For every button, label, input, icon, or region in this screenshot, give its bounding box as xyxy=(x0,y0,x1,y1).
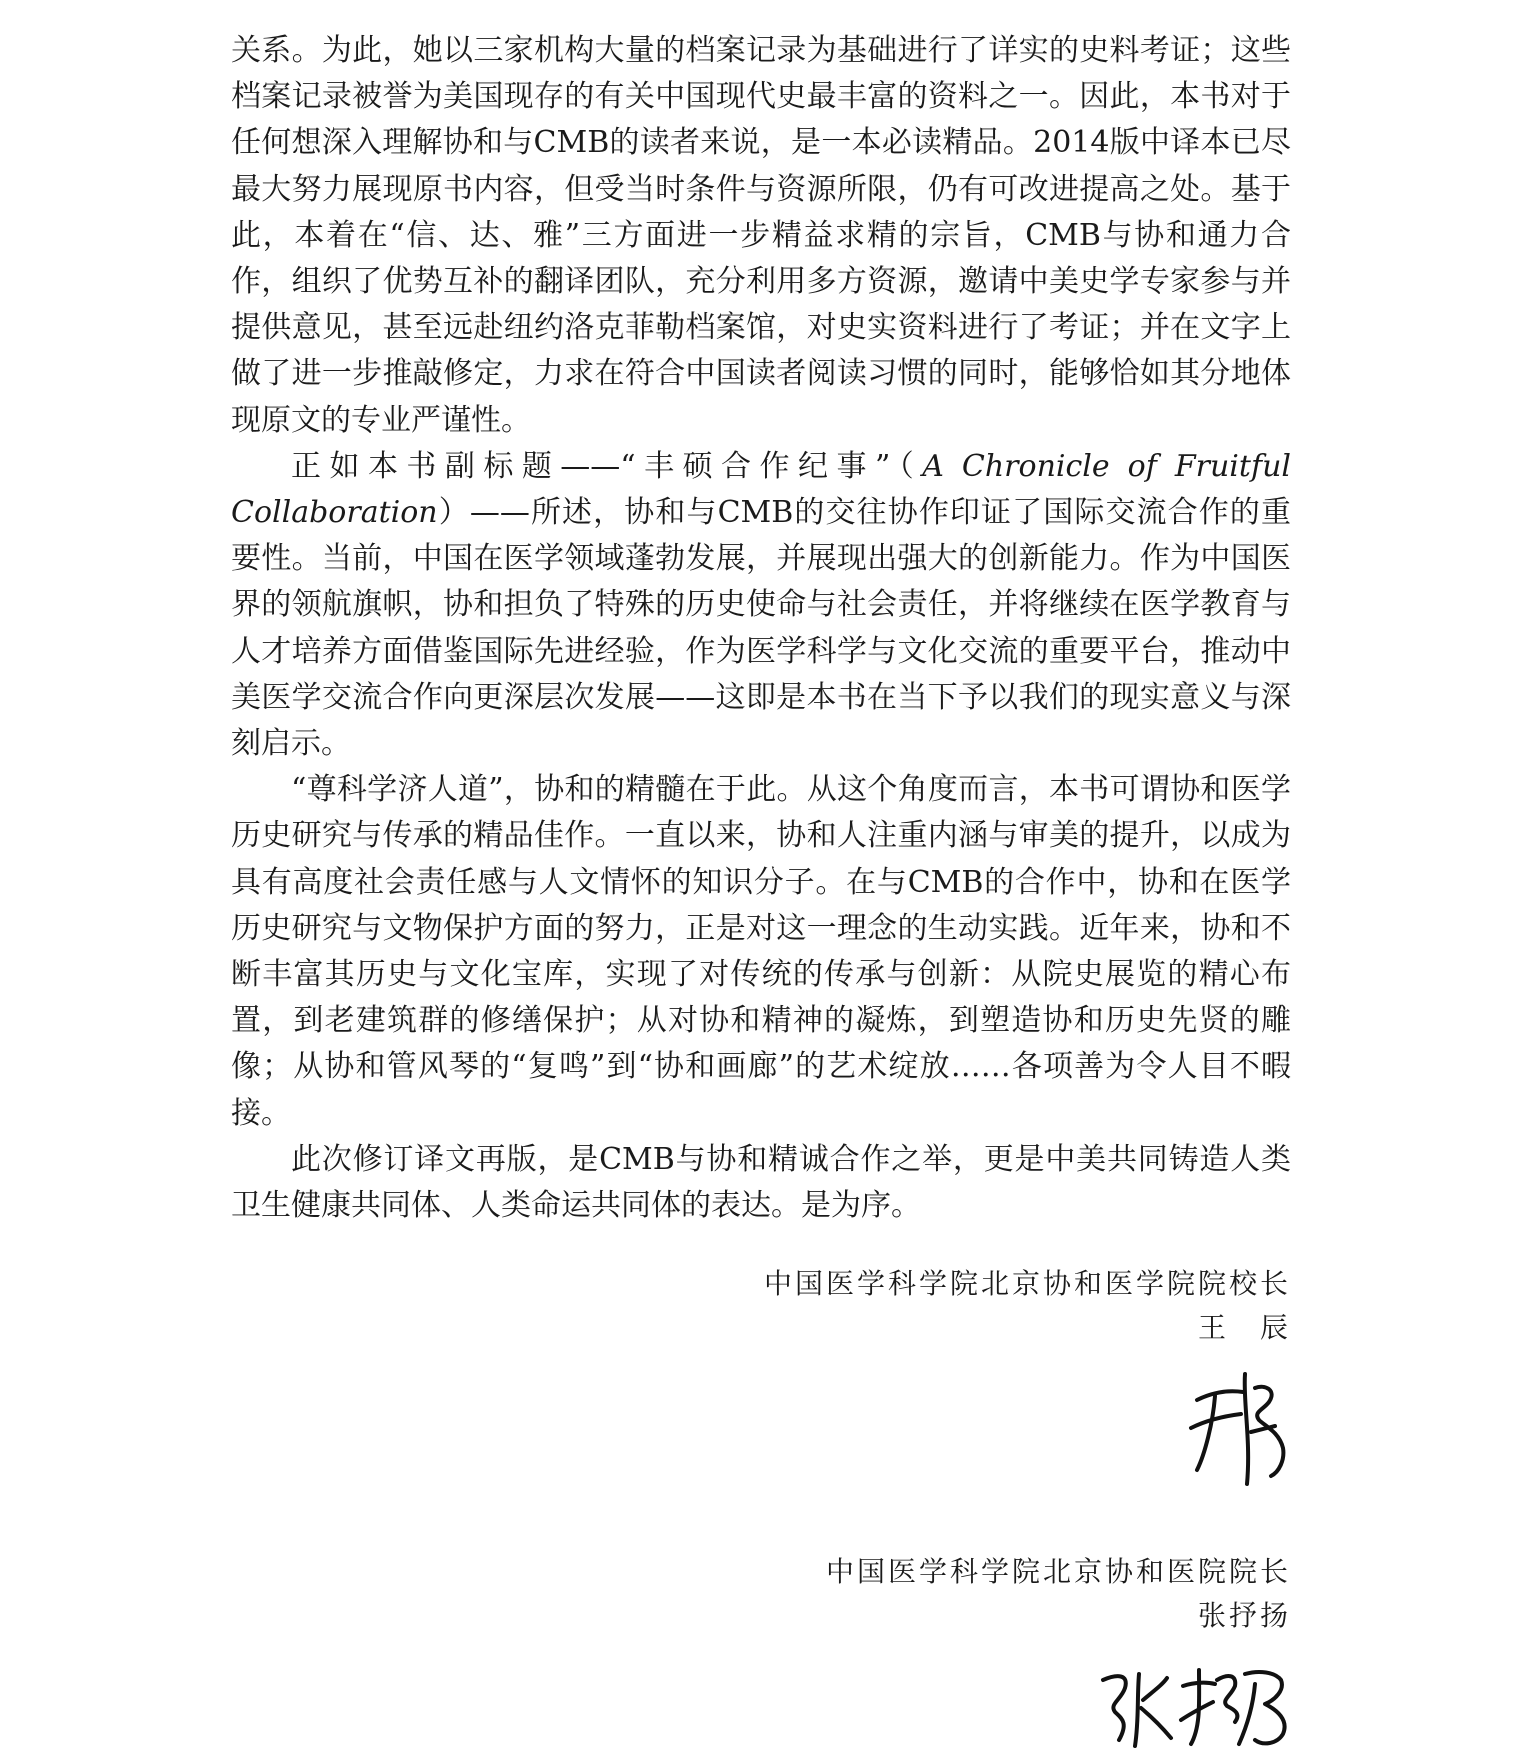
signature-1-handwriting xyxy=(1185,1362,1295,1492)
paragraph-2 xyxy=(231,444,1291,767)
paragraph-2-rest: ）——所述，协和与CMB的交往协作印证了国际交流合作的重要性。当前，中国在医学领域蓬勃发展，并展现出强大的创新能力。作为中国医界的领航旗帜，协和担负了特殊的历史使命与社会责任，并将继续在医学教育与人才培养方面借鉴国际先进经验，作为医学科学与文化交流的重要平台，推动中美医学交流合作向更深层次发展——这即是本书在当下予以我们的现实意义与深刻启示。 xyxy=(231,495,1291,762)
paragraph-3: “尊科学济人道”，协和的精髓在于此。从这个角度而言，本书可谓协和医学历史研究与传承的精品佳作。一直以来，协和人注重内涵与审美的提升，以成为具有高度社会责任感与人文情怀的知识分子。在与CMB的合作中，协和在医学历史研究与文物保护方面的努力，正是对这一理念的生动实践。近年来，协和不断丰富其历史与文化宝库，实现了对传统的传承与创新：从院史展览的精心布置，到老建筑群的修缮保护；从对协和精神的凝炼，到塑造协和历史先贤的雕像；从协和管风琴的“复鸣”到“协和画廊”的艺术绽放……各项善为令人目不暇接。 xyxy=(231,772,1291,1131)
signatory-1-name: 王 辰 xyxy=(1197,1311,1291,1344)
paragraph-4: 此次修订译文再版，是CMB与协和精诚合作之举，更是中美共同铸造人类卫生健康共同体、人类命运共同体的表达。是为序。 xyxy=(231,1141,1291,1224)
signature-block-2 xyxy=(826,1550,1291,1638)
signatory-1-title: 中国医学科学院北京协和医学院院校长 xyxy=(763,1267,1291,1300)
signature-2-handwriting xyxy=(1095,1660,1295,1750)
signatory-2-name: 张抒扬 xyxy=(1197,1599,1291,1632)
signature-block-1 xyxy=(764,1262,1291,1350)
paragraph-2-lead: 正如本书副标题——“丰硕合作纪事”（ xyxy=(291,448,923,484)
preface-body xyxy=(231,28,1291,1229)
preface-page xyxy=(231,28,1291,1229)
english-subtitle: A Chronicle of Fruitful Collaboration xyxy=(231,448,1291,531)
paragraph-1: 关系。为此，她以三家机构大量的档案记录为基础进行了详实的史料考证；这些档案记录被誉为美国现存的有关中国现代史最丰富的资料之一。因此，本书对于任何想深入理解协和与CMB的读者来说，是一本必读精品。2014版中译本已尽最大努力展现原书内容，但受当时条件与资源所限，仍有可改进提高之处。基于此，本着在“信、达、雅”三方面进一步精益求精的宗旨，CMB与协和通力合作，组织了优势互补的翻译团队，充分利用多方资源，邀请中美史学专家参与并提供意见，甚至远赴纽约洛克菲勒档案馆，对史实资料进行了考证；并在文字上做了进一步推敲修定，力求在符合中国读者阅读习惯的同时，能够恰如其分地体现原文的专业严谨性。 xyxy=(231,33,1291,438)
signatory-2-title: 中国医学科学院北京协和医院院长 xyxy=(825,1555,1291,1588)
